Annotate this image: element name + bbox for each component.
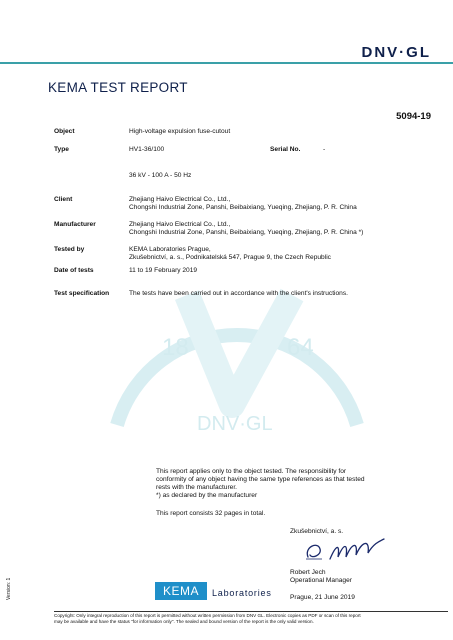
manufacturer-line1: Zhejiang Haivo Electrical Co., Ltd., <box>129 221 231 228</box>
footer-divider <box>54 611 448 612</box>
watermark-year-left: 18 <box>162 334 189 361</box>
signature-company: Zkušebnictví, a. s. <box>290 528 344 535</box>
dnvgl-logo: DNV·GL <box>361 44 431 61</box>
serial-label: Serial No. <box>270 146 301 153</box>
watermark-seal <box>92 255 382 455</box>
tested-by-line2: Zkušebnictví, a. s., Podnikatelská 547, Prague 9, the Czech Republic <box>129 254 331 261</box>
spec-label: Test specification <box>54 290 110 297</box>
type-label: Type <box>54 146 69 153</box>
tested-by-label: Tested by <box>54 246 85 253</box>
report-number: 5094-19 <box>396 111 431 122</box>
watermark-brand: DNV·GL <box>197 413 273 435</box>
watermark-year-right: 64 <box>287 334 314 361</box>
applies-line3: rests with the manufacturer. <box>156 484 237 491</box>
client-line1: Zhejiang Haivo Electrical Co., Ltd., <box>129 196 231 203</box>
laboratories-text: Laboratories <box>212 588 272 598</box>
type-value: HV1-36/100 <box>129 146 165 153</box>
manufacturer-label: Manufacturer <box>54 221 96 228</box>
applies-line1: This report applies only to the object tested. The responsibility for <box>156 468 347 475</box>
serial-value: - <box>323 146 326 153</box>
signatory-position: Operational Manager <box>290 577 352 584</box>
object-value: High-voltage expulsion fuse-cutout <box>129 128 231 135</box>
declared-note: *) as declared by the manufacturer <box>156 492 258 499</box>
tested-by-line1: KEMA Laboratories Prague, <box>129 246 211 253</box>
date-value: 11 to 19 February 2019 <box>129 267 198 274</box>
place-date: Prague, 21 June 2019 <box>290 594 355 601</box>
pages-note: This report consists 32 pages in total. <box>156 510 266 517</box>
rating-value: 36 kV - 100 A - 50 Hz <box>129 172 192 179</box>
manufacturer-line2: Chongshi Industrial Zone, Panshi, Beibaixiang, Yueqing, Zhejiang, P. R. China *) <box>129 229 364 236</box>
client-label: Client <box>54 196 73 203</box>
spec-value: The tests have been carried out in accordance with the client's instructions. <box>129 290 348 297</box>
footer-copyright <box>54 613 448 624</box>
applies-line2: conformity of any object having the same type references as that tested <box>156 476 365 483</box>
footer-line1: Copyright: Only integral reproduction of this report is permitted without written permission from DNV GL. Electronic copies as PDF or scan of this report <box>54 613 361 618</box>
report-title: KEMA TEST REPORT <box>48 80 188 95</box>
object-label: Object <box>54 128 75 135</box>
version-label: Version: 1 <box>6 577 12 600</box>
handwritten-signature <box>300 535 390 565</box>
client-line2: Chongshi Industrial Zone, Panshi, Beibaixiang, Yueqing, Zhejiang, P. R. China <box>129 204 357 211</box>
header-divider <box>0 62 453 64</box>
footer-line2: may be available and have the status "for information only". The sealed and bound version of the report is the only valid version. <box>54 618 314 624</box>
kema-logo: KEMA <box>155 582 207 600</box>
signatory-name: Robert Jech <box>290 569 326 576</box>
date-label: Date of tests <box>54 267 94 274</box>
